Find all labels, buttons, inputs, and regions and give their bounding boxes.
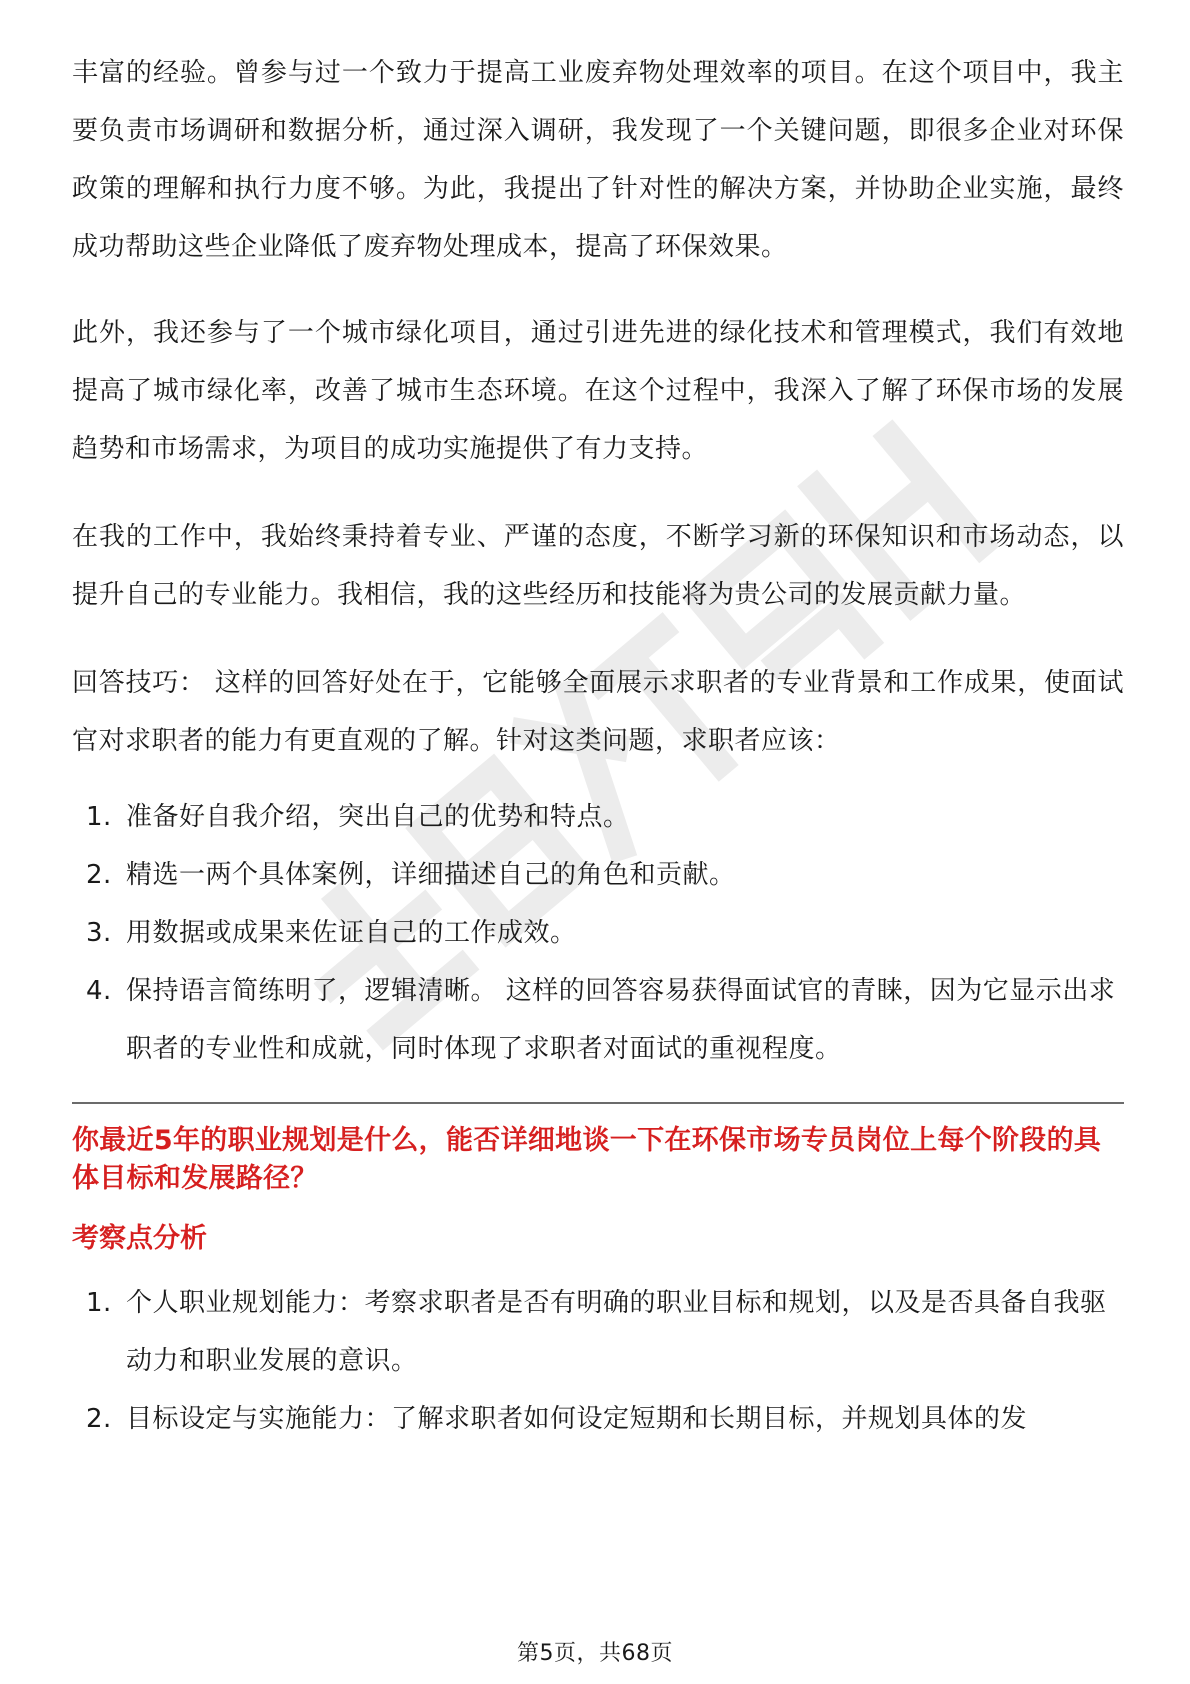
- list-item: [72, 788, 1124, 846]
- list-text: 个人职业规划能力：考察求职者是否有明确的职业目标和规划，以及是否具备自我驱动力和职业发展的意识。: [126, 1288, 1107, 1376]
- list-number: 4.: [86, 976, 112, 1006]
- list-text: 精选一两个具体案例，详细描述自己的角色和贡献。: [126, 860, 736, 890]
- list-text: 目标设定与实施能力：了解求职者如何设定短期和长期目标，并规划具体的发: [126, 1404, 1028, 1434]
- list-item: [72, 904, 1124, 962]
- paragraph-attitude: 在我的工作中，我始终秉持着专业、严谨的态度，不断学习新的环保知识和市场动态，以提升自己的专业能力。我相信，我的这些经历和技能将为贵公司的发展贡献力量。: [72, 522, 1124, 610]
- section-divider: [72, 1102, 1124, 1104]
- list-number: 2.: [86, 1404, 112, 1434]
- list-number: 2.: [86, 860, 112, 890]
- main-content: [72, 44, 1124, 1472]
- tips-list: [72, 788, 1124, 1078]
- list-number: 1.: [86, 802, 112, 832]
- paragraph-greening-project: 此外，我还参与了一个城市绿化项目，通过引进先进的绿化技术和管理模式，我们有效地提高了城市绿化率，改善了城市生态环境。在这个过程中，我深入了解了环保市场的发展趋势和市场需求，为项目的成功实施提供了有力支持。: [72, 318, 1124, 464]
- paragraph-answer-tips: 回答技巧： 这样的回答好处在于，它能够全面展示求职者的专业背景和工作成果，使面试官对求职者的能力有更直观的了解。针对这类问题，求职者应该：: [72, 668, 1124, 756]
- list-text: 准备好自我介绍，突出自己的优势和特点。: [126, 802, 630, 832]
- list-text: 保持语言简练明了，逻辑清晰。 这样的回答容易获得面试官的青睐，因为它显示出求职者的专业性和成就，同时体现了求职者对面试的重视程度。: [126, 976, 1116, 1064]
- list-number: 3.: [86, 918, 112, 948]
- analysis-list: [72, 1274, 1124, 1448]
- analysis-heading: 考察点分析: [72, 1223, 207, 1254]
- page-footer: 第5页，共68页: [517, 1641, 673, 1666]
- list-item: [72, 1390, 1124, 1448]
- list-item: [72, 1274, 1124, 1390]
- list-item: [72, 846, 1124, 904]
- interview-question-heading: 你最近5年的职业规划是什么，能否详细地谈一下在环保市场专员岗位上每个阶段的具体目标和发展路径？: [72, 1125, 1102, 1194]
- paragraph-experience: 丰富的经验。曾参与过一个致力于提高工业废弃物处理效率的项目。在这个项目中，我主要负责市场调研和数据分析，通过深入调研，我发现了一个关键问题，即很多企业对环保政策的理解和执行力度不够。为此，我提出了针对性的解决方案，并协助企业实施，最终成功帮助这些企业降低了废弃物处理成本，提高了环保效果。: [72, 58, 1124, 262]
- list-number: 1.: [86, 1288, 112, 1318]
- list-text: 用数据或成果来佐证自己的工作成效。: [126, 918, 577, 948]
- list-item: [72, 962, 1124, 1078]
